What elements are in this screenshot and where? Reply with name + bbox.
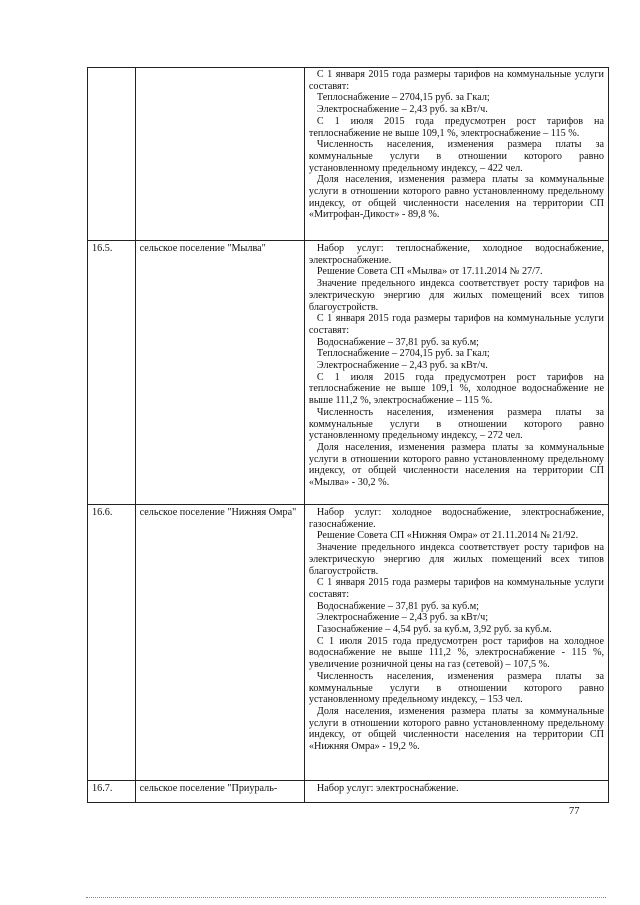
description-paragraph: Электроснабжение – 2,43 руб. за кВт/ч. — [316, 360, 488, 372]
row-number: 16.7. — [88, 781, 136, 803]
description-paragraph: Доля населения, изменения размера платы за коммунальные услуги в отношении которого равно установленному предельному индексу, от общей численности населения на территории СП «Мылва» - 30,2 %. — [308, 441, 604, 489]
description-paragraph: С 1 июля 2015 года предусмотрен рост тарифов на холодное водоснабжение не выше 111,2 %, электроснабжение - 115 %, увеличение розничной цены на газ (сетевой) – 107,5 %. — [308, 635, 604, 671]
tariff-description — [304, 781, 608, 803]
description-paragraph: С 1 июля 2015 года предусмотрен рост тарифов на теплоснабжение не выше 109,1 %, холодное водоснабжение не выше 111,2 %, электроснабжение – 115 %. — [308, 371, 604, 407]
description-paragraph: Значение предельного индекса соответствует росту тарифов на электрическую энергию для жилых помещений всех типов благоустройств. — [308, 542, 604, 577]
description-paragraph: Решение Совета СП «Нижняя Омра» от 21.11.2014 № 21/92. — [316, 530, 579, 542]
table-row — [88, 68, 609, 241]
settlement-name — [135, 68, 304, 241]
settlement-name: сельское поселение "Мылва" — [135, 241, 304, 505]
description-paragraph: С 1 июля 2015 года предусмотрен рост тарифов на теплоснабжение не выше 109,1 %, электроснабжение – 115 %. — [308, 115, 604, 139]
page-bottom-rule — [86, 897, 606, 898]
table-body — [88, 68, 609, 803]
tariff-description — [304, 68, 608, 241]
description-paragraph: Электроснабжение – 2,43 руб. за кВт/ч; — [316, 612, 489, 624]
description-paragraph: Теплоснабжение – 2704,15 руб. за Гкал; — [316, 92, 490, 104]
description-paragraph: Численность населения, изменения размера платы за коммунальные услуги в отношении которого равно установленному предельному индексу, – 422 чел. — [308, 139, 604, 174]
description-paragraph: Набор услуг: теплоснабжение, холодное водоснабжение, электроснабжение. — [308, 243, 604, 266]
description-paragraph: Значение предельного индекса соответствует росту тарифов на электрическую энергию для жилых помещений всех типов благоустройств. — [308, 278, 604, 313]
description-paragraph: С 1 января 2015 года размеры тарифов на коммунальные услуги составят: — [308, 69, 604, 92]
description-paragraph: С 1 января 2015 года размеры тарифов на коммунальные услуги составят: — [308, 577, 604, 600]
table-row — [88, 241, 609, 505]
description-paragraph: Набор услуг: электроснабжение. — [316, 783, 459, 794]
description-paragraph: Численность населения, изменения размера платы за коммунальные услуги в отношении которого равно установленному предельному индексу, – 153 чел. — [308, 670, 604, 706]
description-paragraph: Численность населения, изменения размера платы за коммунальные услуги в отношении которого равно установленному предельному индексу, – 272 чел. — [308, 406, 604, 442]
description-paragraph: Доля населения, изменения размера платы за коммунальные услуги в отношении которого равно установленному предельному индексу, от общей численности населения на территории СП «Нижняя Омра» - 19,2 %. — [308, 705, 604, 753]
tariff-description — [304, 241, 608, 505]
row-number — [88, 68, 136, 241]
row-number: 16.5. — [88, 241, 136, 505]
description-paragraph: Решение Совета СП «Мылва» от 17.11.2014 № 27/7. — [316, 266, 543, 278]
description-paragraph: Электроснабжение – 2,43 руб. за кВт/ч. — [316, 104, 488, 116]
table-row — [88, 505, 609, 781]
description-paragraph: Теплоснабжение – 2704,15 руб. за Гкал; — [316, 348, 490, 360]
description-paragraph: Набор услуг: холодное водоснабжение, электроснабжение, газоснабжение. — [308, 507, 604, 530]
description-paragraph: С 1 января 2015 года размеры тарифов на коммунальные услуги составят: — [308, 313, 604, 336]
description-paragraph: Газоснабжение – 4,54 руб. за куб.м, 3,92 руб. за куб.м. — [316, 624, 552, 636]
tariff-description — [304, 505, 608, 781]
description-paragraph: Водоснабжение – 37,81 руб. за куб.м; — [316, 600, 480, 612]
description-paragraph: Водоснабжение – 37,81 руб. за куб.м; — [316, 336, 480, 348]
settlement-name: сельское поселение "Приураль- — [135, 781, 304, 803]
page-number: 77 — [569, 806, 580, 817]
tariff-table — [87, 67, 609, 803]
description-paragraph: Доля населения, изменения размера платы за коммунальные услуги в отношении которого равно установленному предельному индексу, от общей численности населения на территории СП «Митрофан-Дикост» - 89,8 %. — [308, 174, 604, 221]
table-row — [88, 781, 609, 803]
settlement-name: сельское поселение "Нижняя Омра" — [135, 505, 304, 781]
row-number: 16.6. — [88, 505, 136, 781]
